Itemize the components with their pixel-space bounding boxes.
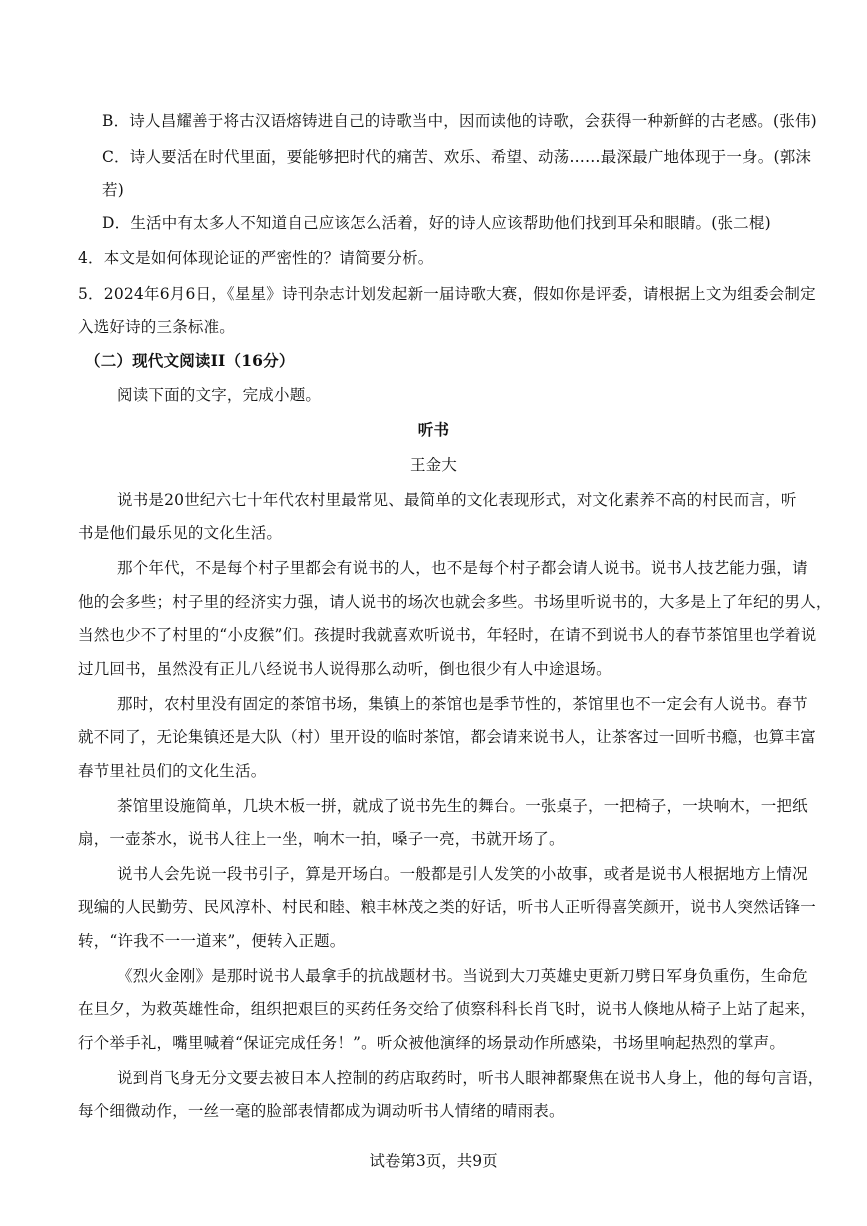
article-line: 《烈火金刚》是那时说书人最拿手的抗战题材书。当说到大刀英雄史更新刀劈日军身负重伤，生命危	[117, 967, 808, 985]
article-line: 茶馆里设施简单，几块木板一拼，就成了说书先生的舞台。一张桌子，一把椅子，一块响木，一把纸	[117, 797, 808, 815]
article-title: 听书	[417, 420, 450, 439]
article-line: 那个年代，不是每个村子里都会有说书的人，也不是每个村子都会请人说书。说书人技艺能力强，请	[117, 559, 808, 577]
article-line: 当然也少不了村里的“小皮猴”们。孩提时我就喜欢听说书，年轻时，在请不到说书人的春节茶馆里也学着说	[78, 626, 817, 644]
option-d: D．生活中有太多人不知道自己应该怎么活着，好的诗人应该帮助他们找到耳朵和眼睛。(张二棍)	[102, 214, 771, 232]
article-line: 说书是20世纪六七十年代农村里最常见、最简单的文化表现形式，对文化素养不高的村民而言，听	[117, 491, 797, 509]
article-line: 就不同了，无论集镇还是大队（村）里开设的临时茶馆，都会请来说书人，让茶客过一回听书瘾，也算丰富	[78, 728, 816, 746]
article-line: 书是他们最乐见的文化生活。	[78, 524, 283, 542]
article-line: 过几回书，虽然没有正儿八经说书人说得那么动听，倒也很少有人中途退场。	[78, 660, 612, 678]
section-heading: （二）现代文阅读II（16分）	[85, 351, 295, 370]
article-line: 说书人会先说一段书引子，算是开场白。一般都是引人发笑的小故事，或者是说书人根据地方上情况	[117, 865, 808, 883]
option-b: B．诗人昌耀善于将古汉语熔铸进自己的诗歌当中，因而读他的诗歌，会获得一种新鲜的古老感。(张伟)	[102, 112, 817, 130]
article-line: 说到肖飞身无分文要去被日本人控制的药店取药时，听书人眼神都聚焦在说书人身上，他的每句言语，	[117, 1069, 824, 1087]
article-line: 春节里社员们的文化生活。	[78, 762, 267, 780]
article-line: 扇，一壶茶水，说书人往上一坐，响木一拍，嗓子一亮，书就开场了。	[78, 830, 565, 848]
option-c-line1: C．诗人要活在时代里面，要能够把时代的痛苦、欢乐、希望、动荡……最深最广地体现于一身。(郭沫	[102, 148, 812, 166]
article-line: 每个细微动作，一丝一毫的脸部表情都成为调动听书人情绪的晴雨表。	[78, 1102, 565, 1120]
article-line: 他的会多些；村子里的经济实力强，请人说书的场次也就会多些。书场里听说书的，大多是上了年纪的男人，	[78, 593, 832, 611]
article-line: 现编的人民勤劳、民风淳朴、村民和睦、粮丰林茂之类的好话，听书人正听得喜笑颜开，说书人突然话锋一	[78, 898, 816, 916]
article-line: 在旦夕，为救英雄性命，组织把艰巨的买药任务交给了侦察科科长肖飞时，说书人倏地从椅子上站了起来，	[78, 1000, 816, 1018]
section-instruction: 阅读下面的文字，完成小题。	[117, 386, 322, 404]
question-5-line2: 入选好诗的三条标准。	[78, 318, 236, 336]
question-5-line1: 5．2024年6月6日，《星星》诗刊杂志计划发起新一届诗歌大赛，假如你是评委，请根据上文为组委会制定	[78, 285, 816, 303]
question-4: 4．本文是如何体现论证的严密性的？请简要分析。	[78, 249, 434, 267]
article-line: 行个举手礼，嘴里喊着“保证完成任务！”。听众被他演绎的场景动作所感染，书场里响起热烈的掌声。	[78, 1034, 786, 1052]
option-c-line2: 若)	[102, 181, 124, 199]
article-line: 转，“许我不一一道来”，便转入正题。	[78, 932, 346, 950]
article-author: 王金大	[409, 456, 458, 474]
article-line: 那时，农村里没有固定的茶馆书场，集镇上的茶馆也是季节性的，茶馆里也不一定会有人说书。春节	[117, 695, 808, 713]
page-footer: 试卷第3页，共9页	[369, 1152, 498, 1170]
